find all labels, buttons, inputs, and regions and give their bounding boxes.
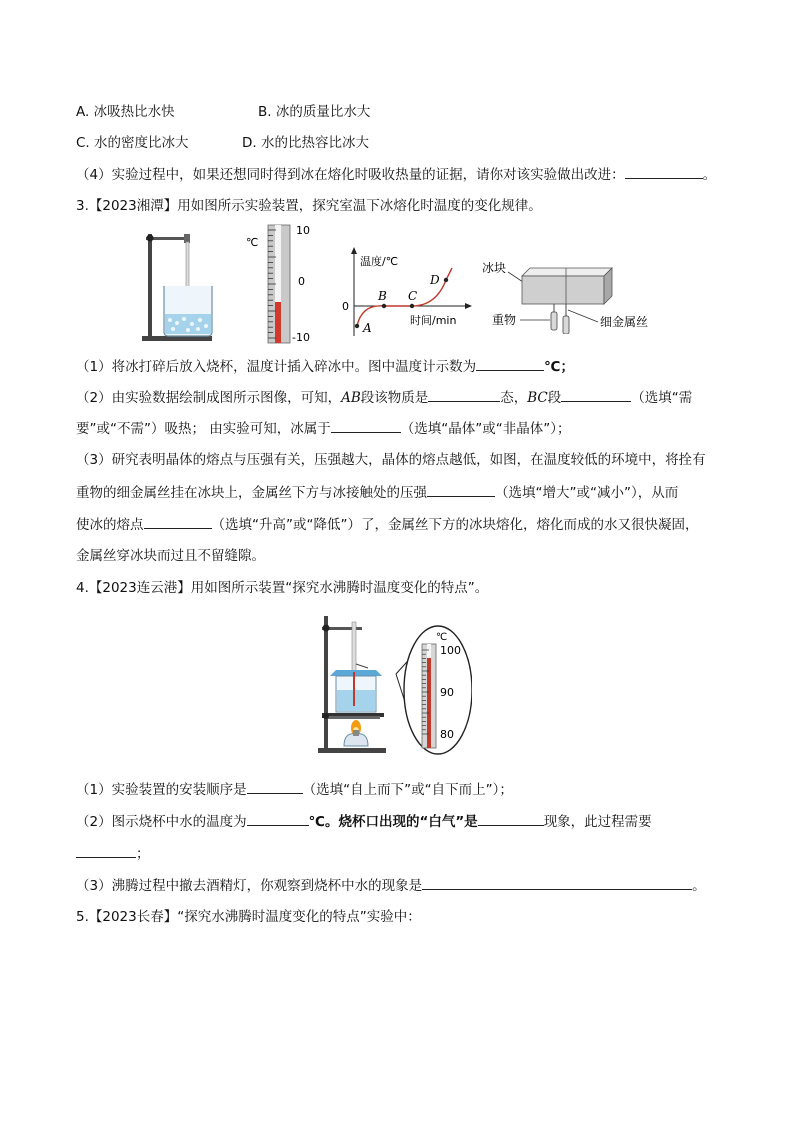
q4-part1-text-b: （选填“自上而下”或“自下而上”）； [302,782,513,798]
q4-part3 [76,875,706,896]
label-c: C [408,289,418,303]
q4-thermometer-figure [352,614,472,756]
option-b: B. 冰的质量比水大 [258,104,371,120]
q4-part2-line1 [76,811,652,832]
answer-blank[interactable] [422,875,692,890]
answer-blank[interactable] [427,482,495,497]
q4-unit: ℃ [436,632,448,643]
q3-part3-text-c: （选填“增大”或“减小”），从而 [495,485,679,501]
answer-blank[interactable] [428,387,500,402]
point-b [382,304,386,308]
q3-part2-text-b: 段该物质是 [360,390,429,406]
wire-label: 细金属丝 [600,315,649,329]
answer-blank[interactable] [144,514,212,529]
q3-temperature-graph [336,246,476,342]
option-a: A. 冰吸热比水快 [76,104,175,120]
q3-thermometer-figure [244,222,324,346]
answer-blank[interactable] [247,779,303,794]
q3-part2-bc: BC [527,390,548,406]
q3-part1 [76,356,574,377]
q3-part2-line2 [76,418,571,439]
answer-blank[interactable] [247,811,309,826]
q4-tick-90: 90 [440,686,454,699]
q4-part3-text-a: （3）沸腾过程中撤去酒精灯，你观察到烧杯中水的现象是 [76,878,423,894]
answer-blank[interactable] [76,843,136,858]
weight-label: 重物 [492,313,517,327]
q4-part3-text-b: 。 [692,878,706,894]
q3-part3-text-e: （选填“升高”或“降低”）了，金属丝下方的冰块熔化，熔化而成的水又很快凝固， [211,517,699,533]
option-d: D. 水的比热容比冰大 [242,135,369,151]
point-c [410,304,414,308]
q3-part2-ab: AB [341,390,361,406]
q3-part3-text-b: 重物的细金属丝挂在冰块上，金属丝下方与冰接触处的压强 [76,485,427,501]
therm-0: 0 [298,275,305,288]
q3-part3-line3 [76,514,698,535]
therm-unit: ℃ [246,236,259,249]
point-d [444,278,448,282]
label-d: D [430,273,440,287]
q3-part1-unit: ℃； [544,359,574,375]
q3-part2-line1 [76,387,692,408]
q3-part2-text-f: 要”或“不需”）吸热； 由实验可知，冰属于 [76,421,331,437]
q4-tick-100: 100 [440,644,461,657]
q4-part2-text-b: ℃。烧杯口出现的“白气”是 [308,814,478,830]
q4-part1 [76,779,513,800]
answer-blank[interactable] [478,811,544,826]
q4-part1-text-a: （1）实验装置的安装顺序是 [76,782,247,798]
q3-part2-text-e: （选填“需 [631,390,693,406]
ice-label: 冰块 [482,261,507,275]
q4-part2-text-a: （2）图示烧杯中水的温度为 [76,814,247,830]
q3-title: 3.【2023湘潭】用如图所示实验装置，探究室温下冰熔化时温度的变化规律。 [76,198,542,214]
q4-part2-text-d: ； [136,846,150,862]
q2-part4-end: 。 [702,167,717,183]
graph-origin: 0 [342,300,349,313]
q3-part2-text-d: 段 [547,390,562,406]
q2-part4 [76,164,716,185]
q3-beaker-setup-figure [140,228,220,346]
therm-minus-10: -10 [292,331,310,344]
q3-part3-text-d: 使冰的熔点 [76,517,144,533]
q4-title: 4.【2023连云港】用如图所示装置“探究水沸腾时温度变化的特点”。 [76,580,489,596]
q3-part2-text-g: （选填“晶体”或“非晶体”）； [400,421,571,437]
q3-part3-line4: 金属丝穿冰块而过且不留缝隙。 [76,548,265,564]
q5-title: 5.【2023长春】“探究水沸腾时温度变化的特点”实验中： [76,909,421,925]
q4-part2-line2 [76,843,150,864]
q3-part2-text-a: （2）由实验数据绘制成图所示图像，可知， [76,390,342,406]
option-c: C. 水的密度比冰大 [76,135,189,151]
q3-part3-line1: （3）研究表明晶体的熔点与压强有关，压强越大，晶体的熔点越低，如图，在温度较低的环境中，将拴有 [76,452,706,468]
q3-part1-text: （1）将冰打碎后放入烧杯，温度计插入碎冰中。图中温度计示数为 [76,359,477,375]
answer-blank[interactable] [625,164,703,179]
label-a: A [363,321,372,335]
label-b: B [378,289,387,303]
graph-ylabel: 温度/℃ [360,255,399,268]
q4-part2-text-c: 现象，此过程需要 [543,814,652,830]
q3-ice-block-figure [482,254,672,334]
therm-10: 10 [296,224,310,237]
q3-part3-line2 [76,482,678,503]
q2-part4-text: （4）实验过程中，如果还想同时得到冰在熔化时吸收热量的证据，请你对该实验做出改进： [76,167,625,183]
answer-blank[interactable] [561,387,631,402]
q3-part2-text-c: 态， [500,390,528,406]
point-a [355,324,359,328]
q4-tick-80: 80 [440,728,454,741]
answer-blank[interactable] [331,418,401,433]
graph-xlabel: 时间/min [410,314,457,327]
answer-blank[interactable] [476,356,544,371]
